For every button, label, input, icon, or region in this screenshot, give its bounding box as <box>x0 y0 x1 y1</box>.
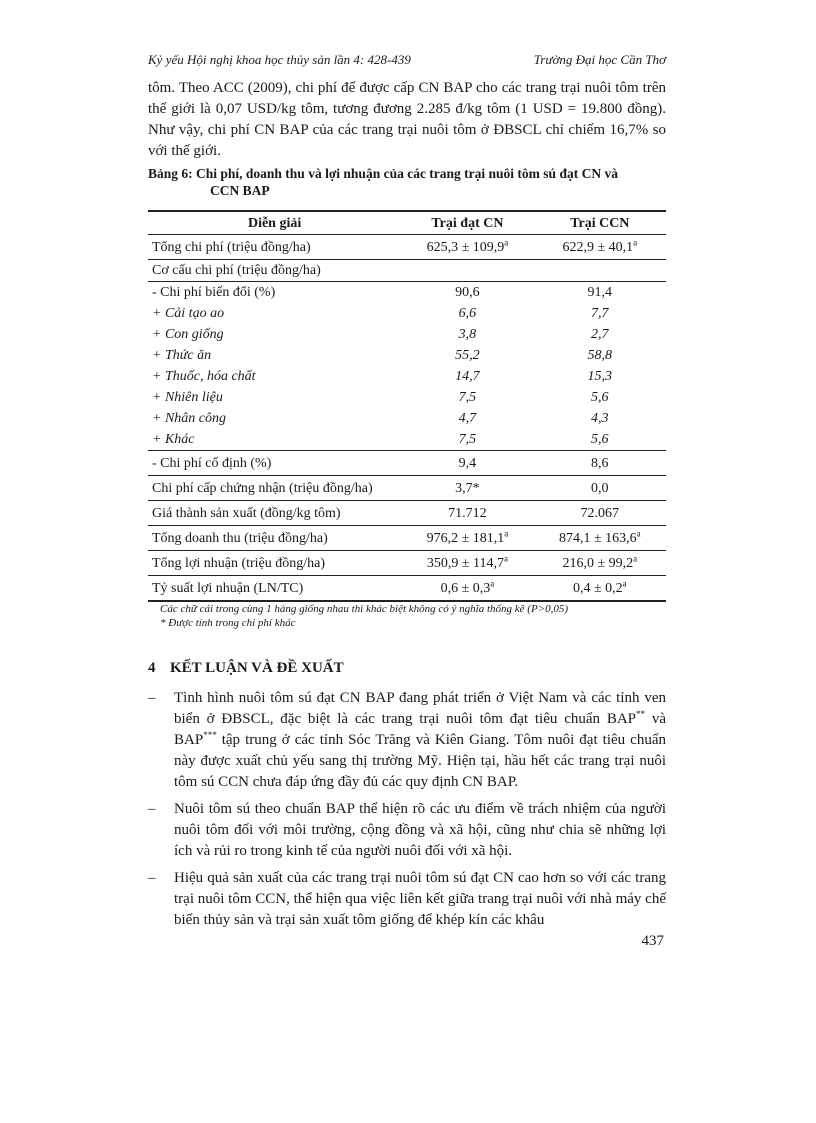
cell-certified: 55,2 <box>455 348 480 363</box>
row-label: + Khác <box>148 429 401 451</box>
table-row <box>148 526 666 551</box>
running-header <box>148 52 666 68</box>
header-certified: Trại đạt CN <box>401 211 533 235</box>
cell-uncertified: 216,0 ± 99,2$^a$ <box>534 551 666 576</box>
table-note-asterisk: * Được tính trong chi phí khác <box>160 617 296 629</box>
row-label: + Cải tạo ao <box>152 306 225 321</box>
cell-certified: 7,5 <box>401 429 533 451</box>
table-row <box>148 260 666 282</box>
cell-certified: 9,4 <box>401 451 533 476</box>
cell-certified: 90,6 <box>455 285 480 300</box>
table-row <box>148 366 666 387</box>
row-label: Tổng lợi nhuận (triệu đồng/ha) <box>148 551 401 576</box>
cell-certified: 976,2 ± 181,1$^a$ <box>401 526 533 551</box>
cell-certified: 0,6 ± 0,3$^a$ <box>401 576 533 602</box>
header-journal: Kỷ yếu Hội nghị khoa học thủy sản lần 4: 428-439 <box>148 52 411 67</box>
row-label: + Thức ăn <box>152 348 212 363</box>
table-row <box>148 451 666 476</box>
list-item: – Nuôi tôm sú theo chuẩn BAP thể hiện rõ các ưu điểm về trách nhiệm của người nuôi tôm đối với môi trường, cộng đồng và xã hội, cũng như chia sẽ những lợi ích và rủi ro trong kinh tế của người nuôi đối với xã hội. <box>148 801 666 859</box>
row-label: - Chi phí biến đổi (%) <box>152 285 276 300</box>
section-number: 4 <box>148 660 156 676</box>
section-title: KẾT LUẬN VÀ ĐỀ XUẤT <box>170 660 344 676</box>
cell-certified <box>401 260 533 282</box>
row-label: + Nhân công <box>152 411 226 426</box>
cell-uncertified: 4,3 <box>591 411 609 426</box>
row-label: Giá thành sản xuất (đồng/kg tôm) <box>148 501 401 526</box>
table-row <box>148 501 666 526</box>
table-row <box>148 476 666 501</box>
list-item: – Hiệu quả sản xuất của các trang trại nuôi tôm sú đạt CN cao hơn so với các trang trại nuôi tôm CCN, thể hiện qua việc liên kết giữa trang trại nuôi với nhà máy chế biến thủy sản và trại sản xuất tôm giống để khép kín các khâu <box>148 870 666 928</box>
cell-certified: 350,9 ± 114,7$^a$ <box>401 551 533 576</box>
cell-uncertified <box>534 260 666 282</box>
header-uncertified: Trại CCN <box>534 211 666 235</box>
table-row <box>148 282 666 304</box>
row-label: Chi phí cấp chứng nhận (triệu đồng/ha) <box>148 476 401 501</box>
cell-uncertified: 5,6 <box>534 429 666 451</box>
section-heading <box>148 660 344 677</box>
cell-uncertified: 5,6 <box>591 390 609 405</box>
cell-certified: 6,6 <box>458 306 477 321</box>
row-label: + Con giống <box>152 327 224 342</box>
page-number: 437 <box>641 933 664 949</box>
table-header-row <box>148 211 666 235</box>
row-label: - Chi phí cố định (%) <box>148 451 401 476</box>
table-row <box>148 408 666 429</box>
cell-uncertified: 622,9 ± 40,1$^a$ <box>534 235 666 260</box>
cell-uncertified: 15,3 <box>587 369 613 384</box>
list-item: – Tình hình nuôi tôm sú đạt CN BAP đang phát triển ở Việt Nam và các tỉnh ven biển ở ĐBSCL, đặc biệt là các trang trại nuôi tôm đạt tiêu chuẩn BAP** và BAP*** tập trung ở các tỉnh Sóc Trăng và Kiên Giang. Tôm nuôi đạt tiêu chuẩn này được xuất chủ yếu sang thị trường Mỹ. Hiện tại, hầu hết các trang trại nuôi tôm sú CCN chưa đáp ứng đầy đủ các quy định CN BAP. <box>148 690 666 790</box>
cell-certified: 4,7 <box>458 411 477 426</box>
row-label: Cơ cấu chi phí (triệu đồng/ha) <box>148 260 401 282</box>
cell-uncertified: 58,8 <box>587 348 613 363</box>
table-row <box>148 324 666 345</box>
cell-certified: 625,3 ± 109,9$^a$ <box>401 235 533 260</box>
conclusion-list <box>148 688 666 937</box>
table-row <box>148 303 666 324</box>
header-institution: Trường Đại học Cần Thơ <box>533 52 666 67</box>
cell-uncertified: 72.067 <box>534 501 666 526</box>
table-caption <box>148 165 666 199</box>
table-row <box>148 345 666 366</box>
row-label: Tổng chi phí (triệu đồng/ha) <box>148 235 401 260</box>
cell-uncertified: 7,7 <box>591 306 609 321</box>
row-label: Tổng doanh thu (triệu đồng/ha) <box>148 526 401 551</box>
table-row <box>148 429 666 451</box>
table-row <box>148 387 666 408</box>
table-caption-line1: Bảng 6: Chi phí, doanh thu và lợi nhuận của các trang trại nuôi tôm sú đạt CN và <box>148 166 618 181</box>
cost-revenue-table <box>148 210 666 602</box>
table-row <box>148 551 666 576</box>
row-label: + Nhiên liệu <box>152 390 223 405</box>
row-label: Tỷ suất lợi nhuận (LN/TC) <box>148 576 401 602</box>
cell-uncertified: 0,0 <box>534 476 666 501</box>
header-description: Diễn giải <box>148 211 401 235</box>
cell-certified: 3,7* <box>401 476 533 501</box>
dash-bullet: – <box>148 801 156 817</box>
cell-uncertified: 8,6 <box>534 451 666 476</box>
cell-certified: 7,5 <box>458 390 477 405</box>
table-row <box>148 576 666 602</box>
table-note-significance: Các chữ cái trong cùng 1 hàng giống nhau thì khác biệt không có ý nghĩa thống kê (P>0,05) <box>160 603 569 615</box>
cell-uncertified: 2,7 <box>591 327 609 342</box>
cell-certified: 71.712 <box>401 501 533 526</box>
dash-bullet: – <box>148 690 156 706</box>
row-label: + Thuốc, hóa chất <box>152 369 256 384</box>
cell-certified: 3,8 <box>458 327 477 342</box>
cell-uncertified: 0,4 ± 0,2$^a$ <box>534 576 666 602</box>
table-caption-line2: CCN BAP <box>210 183 270 198</box>
table-notes <box>160 602 568 630</box>
table-row <box>148 235 666 260</box>
cell-uncertified: 874,1 ± 163,6$^a$ <box>534 526 666 551</box>
dash-bullet: – <box>148 870 156 886</box>
cell-uncertified: 91,4 <box>587 285 613 300</box>
intro-paragraph: tôm. Theo ACC (2009), chi phí để được cấp CN BAP cho các trang trại nuôi tôm trên thế giới là 0,07 USD/kg tôm, tương đương 2.285 đ/kg tôm (1 USD = 19.800 đồng). Như vậy, chi phí CN BAP của các trang trại nuôi tôm ở ĐBSCL chỉ chiếm 16,7% so với thế giới. <box>148 80 666 159</box>
cell-certified: 14,7 <box>455 369 480 384</box>
